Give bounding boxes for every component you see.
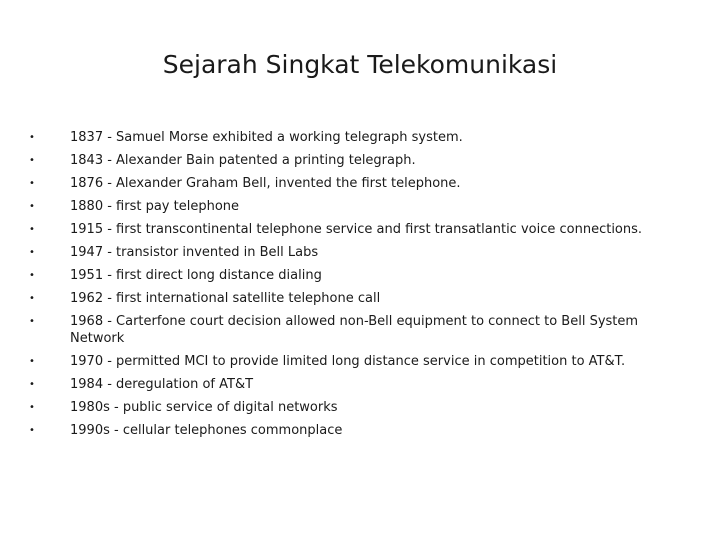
bullet-icon: •	[29, 178, 35, 189]
bullet-icon: •	[29, 402, 35, 413]
list-item-text: 1980s - public service of digital networks	[70, 400, 338, 415]
bullet-icon: •	[29, 425, 35, 436]
bullet-icon: •	[29, 316, 35, 327]
bullet-icon: •	[29, 379, 35, 390]
list-item-text: 1880 - first pay telephone	[70, 199, 240, 214]
bullet-icon: •	[29, 270, 35, 281]
list-item	[29, 290, 689, 307]
list-item-text: 1843 - Alexander Bain patented a printing telegraph.	[70, 153, 416, 168]
list-item	[29, 129, 689, 146]
bullet-icon: •	[29, 155, 35, 166]
list-item-text: 1837 - Samuel Morse exhibited a working telegraph system.	[70, 130, 463, 145]
bullet-icon: •	[29, 132, 35, 143]
list-item-text: 1876 - Alexander Graham Bell, invented the first telephone.	[70, 176, 461, 191]
list-item-text: 1970 - permitted MCI to provide limited long distance service in competition to AT&T.	[70, 354, 626, 369]
list-item-text: 1990s - cellular telephones commonplace	[70, 423, 343, 438]
bullet-list	[29, 129, 689, 445]
bullet-icon: •	[29, 356, 35, 367]
list-item	[29, 376, 689, 393]
list-item	[29, 198, 689, 215]
slide-title: Sejarah Singkat Telekomunikasi	[162, 50, 558, 79]
list-item	[29, 221, 689, 238]
list-item-text: 1968 - Carterfone court decision allowed non-Bell equipment to connect to Bell System Network	[70, 314, 639, 346]
list-item	[29, 399, 689, 416]
bullet-icon: •	[29, 201, 35, 212]
list-item-text: 1951 - first direct long distance dialing	[70, 268, 322, 283]
bullet-icon: •	[29, 224, 35, 235]
list-item-text: 1962 - first international satellite telephone call	[70, 291, 381, 306]
list-item	[29, 152, 689, 169]
list-item	[29, 422, 689, 439]
list-item	[29, 175, 689, 192]
bullet-icon: •	[29, 293, 35, 304]
list-item	[29, 353, 689, 370]
bullet-icon: •	[29, 247, 35, 258]
list-item-text: 1915 - first transcontinental telephone service and first transatlantic voice connections.	[70, 222, 643, 237]
list-item	[29, 267, 689, 284]
list-item-text: 1947 - transistor invented in Bell Labs	[70, 245, 319, 260]
list-item-text: 1984 - deregulation of AT&T	[70, 377, 254, 392]
list-item	[29, 244, 689, 261]
list-item	[29, 313, 689, 347]
